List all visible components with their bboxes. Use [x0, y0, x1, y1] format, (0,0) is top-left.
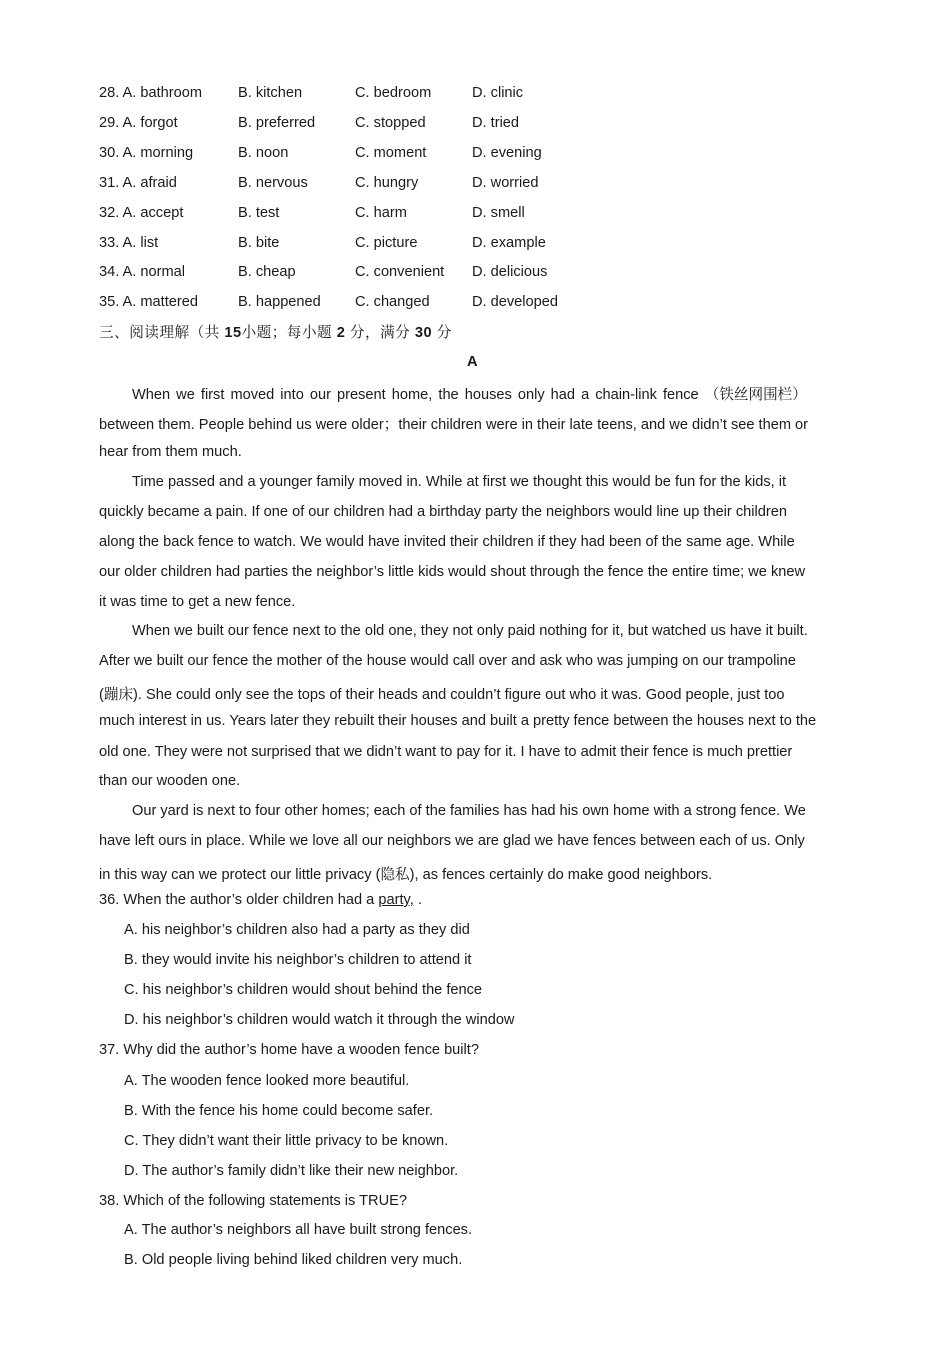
option-a: 33. A. list: [99, 235, 159, 251]
passage-line: hear from them much.: [99, 444, 242, 460]
option-c: C. convenient: [355, 264, 445, 280]
option-b: B. happened: [238, 294, 321, 310]
option-b: B. cheap: [238, 264, 296, 280]
option-d: D. tried: [472, 115, 520, 131]
vocab-row-35: [0, 294, 950, 324]
vocab-row-32: [0, 205, 950, 235]
answer-option: D. The author’s family didn’t like their new neighbor.: [124, 1163, 459, 1179]
question-stem: 37. Why did the author’s home have a wooden fence built?: [99, 1042, 479, 1058]
vocab-row-33: [0, 235, 950, 265]
question-stem: 36. When the author’s older children had a party, .: [99, 892, 422, 908]
answer-option: C. his neighbor’s children would shout behind the fence: [124, 982, 483, 998]
vocab-row-31: [0, 175, 950, 205]
answer-option: B. they would invite his neighbor’s children to attend it: [124, 952, 472, 968]
passage-line: between them. People behind us were older；their children were in their late teens, and we didn’t see them or: [99, 417, 809, 433]
option-b: B. nervous: [238, 175, 308, 191]
passage-line: have left ours in place. While we love all our neighbors we are glad we have fences between each of us. Only: [99, 833, 805, 849]
option-a: 30. A. morning: [99, 145, 194, 161]
option-a: 31. A. afraid: [99, 175, 177, 191]
option-d: D. smell: [472, 205, 525, 221]
option-d: D. worried: [472, 175, 539, 191]
section-heading: 三、阅读理解（共 15小题；每小题 2 分，满分 30 分: [99, 325, 452, 341]
passage-line: than our wooden one.: [99, 773, 241, 789]
passage-line: old one. They were not surprised that we didn’t want to pay for it. I have to admit their fence is much prettier: [99, 744, 793, 760]
option-d: D. developed: [472, 294, 559, 310]
option-b: B. noon: [238, 145, 289, 161]
passage-line: Our yard is next to four other homes; each of the families has had his own home with a strong fence. We: [132, 803, 806, 819]
passage-line: much interest in us. Years later they rebuilt their houses and built a pretty fence between the houses next to the: [99, 713, 817, 729]
option-d: D. delicious: [472, 264, 548, 280]
option-b: B. preferred: [238, 115, 316, 131]
passage-line: in this way can we protect our little privacy (隐私), as fences certainly do make good neighbors.: [99, 867, 713, 883]
option-c: C. picture: [355, 235, 418, 251]
passage-heading: A: [467, 354, 478, 370]
option-b: B. bite: [238, 235, 280, 251]
option-a: 28. A. bathroom: [99, 85, 203, 101]
passage-line: After we built our fence the mother of the house would call over and ask who was jumping on our trampoline: [99, 653, 796, 669]
option-d: D. evening: [472, 145, 542, 161]
option-b: B. test: [238, 205, 280, 221]
passage-line: it was time to get a new fence.: [99, 594, 296, 610]
vocab-row-34: [0, 264, 950, 294]
passage-line: our older children had parties the neighbor’s little kids would shout through the fence the entire time; we knew: [99, 564, 806, 580]
option-d: D. clinic: [472, 85, 524, 101]
passage-line: quickly became a pain. If one of our children had a birthday party the neighbors would line up their children: [99, 504, 787, 520]
passage-line: Time passed and a younger family moved in. While at first we thought this would be fun for the kids, it: [132, 474, 787, 490]
option-a: 32. A. accept: [99, 205, 184, 221]
option-a: 34. A. normal: [99, 264, 185, 280]
vocab-row-30: [0, 145, 950, 175]
vocab-row-29: [0, 115, 950, 145]
passage-line: When we first moved into our present home, the houses only had a chain-link fence （铁丝网围栏）: [132, 387, 807, 403]
answer-blank: party,: [378, 892, 414, 908]
option-d: D. example: [472, 235, 546, 251]
option-a: 35. A. mattered: [99, 294, 198, 310]
option-b: B. kitchen: [238, 85, 303, 101]
option-c: C. bedroom: [355, 85, 432, 101]
vocab-row-28: [0, 85, 950, 115]
answer-option: B. With the fence his home could become safer.: [124, 1103, 434, 1119]
answer-option: C. They didn’t want their little privacy to be known.: [124, 1133, 449, 1149]
option-c: C. moment: [355, 145, 427, 161]
option-a: 29. A. forgot: [99, 115, 178, 131]
option-c: C. changed: [355, 294, 430, 310]
option-c: C. harm: [355, 205, 407, 221]
answer-option: A. his neighbor’s children also had a party as they did: [124, 922, 470, 938]
answer-option: D. his neighbor’s children would watch it through the window: [124, 1012, 515, 1028]
answer-option: A. The author’s neighbors all have built strong fences.: [124, 1222, 473, 1238]
passage-line: along the back fence to watch. We would have invited their children if they had been of the same age. While: [99, 534, 795, 550]
option-c: C. stopped: [355, 115, 426, 131]
passage-line: When we built our fence next to the old one, they not only paid nothing for it, but watched us have it built.: [132, 623, 808, 639]
answer-option: A. The wooden fence looked more beautiful.: [124, 1073, 410, 1089]
option-c: C. hungry: [355, 175, 419, 191]
answer-option: B. Old people living behind liked children very much.: [124, 1252, 463, 1268]
passage-line: (蹦床). She could only see the tops of their heads and couldn’t figure out who it was. Good people, just too: [99, 687, 785, 703]
question-stem: 38. Which of the following statements is TRUE?: [99, 1193, 407, 1209]
